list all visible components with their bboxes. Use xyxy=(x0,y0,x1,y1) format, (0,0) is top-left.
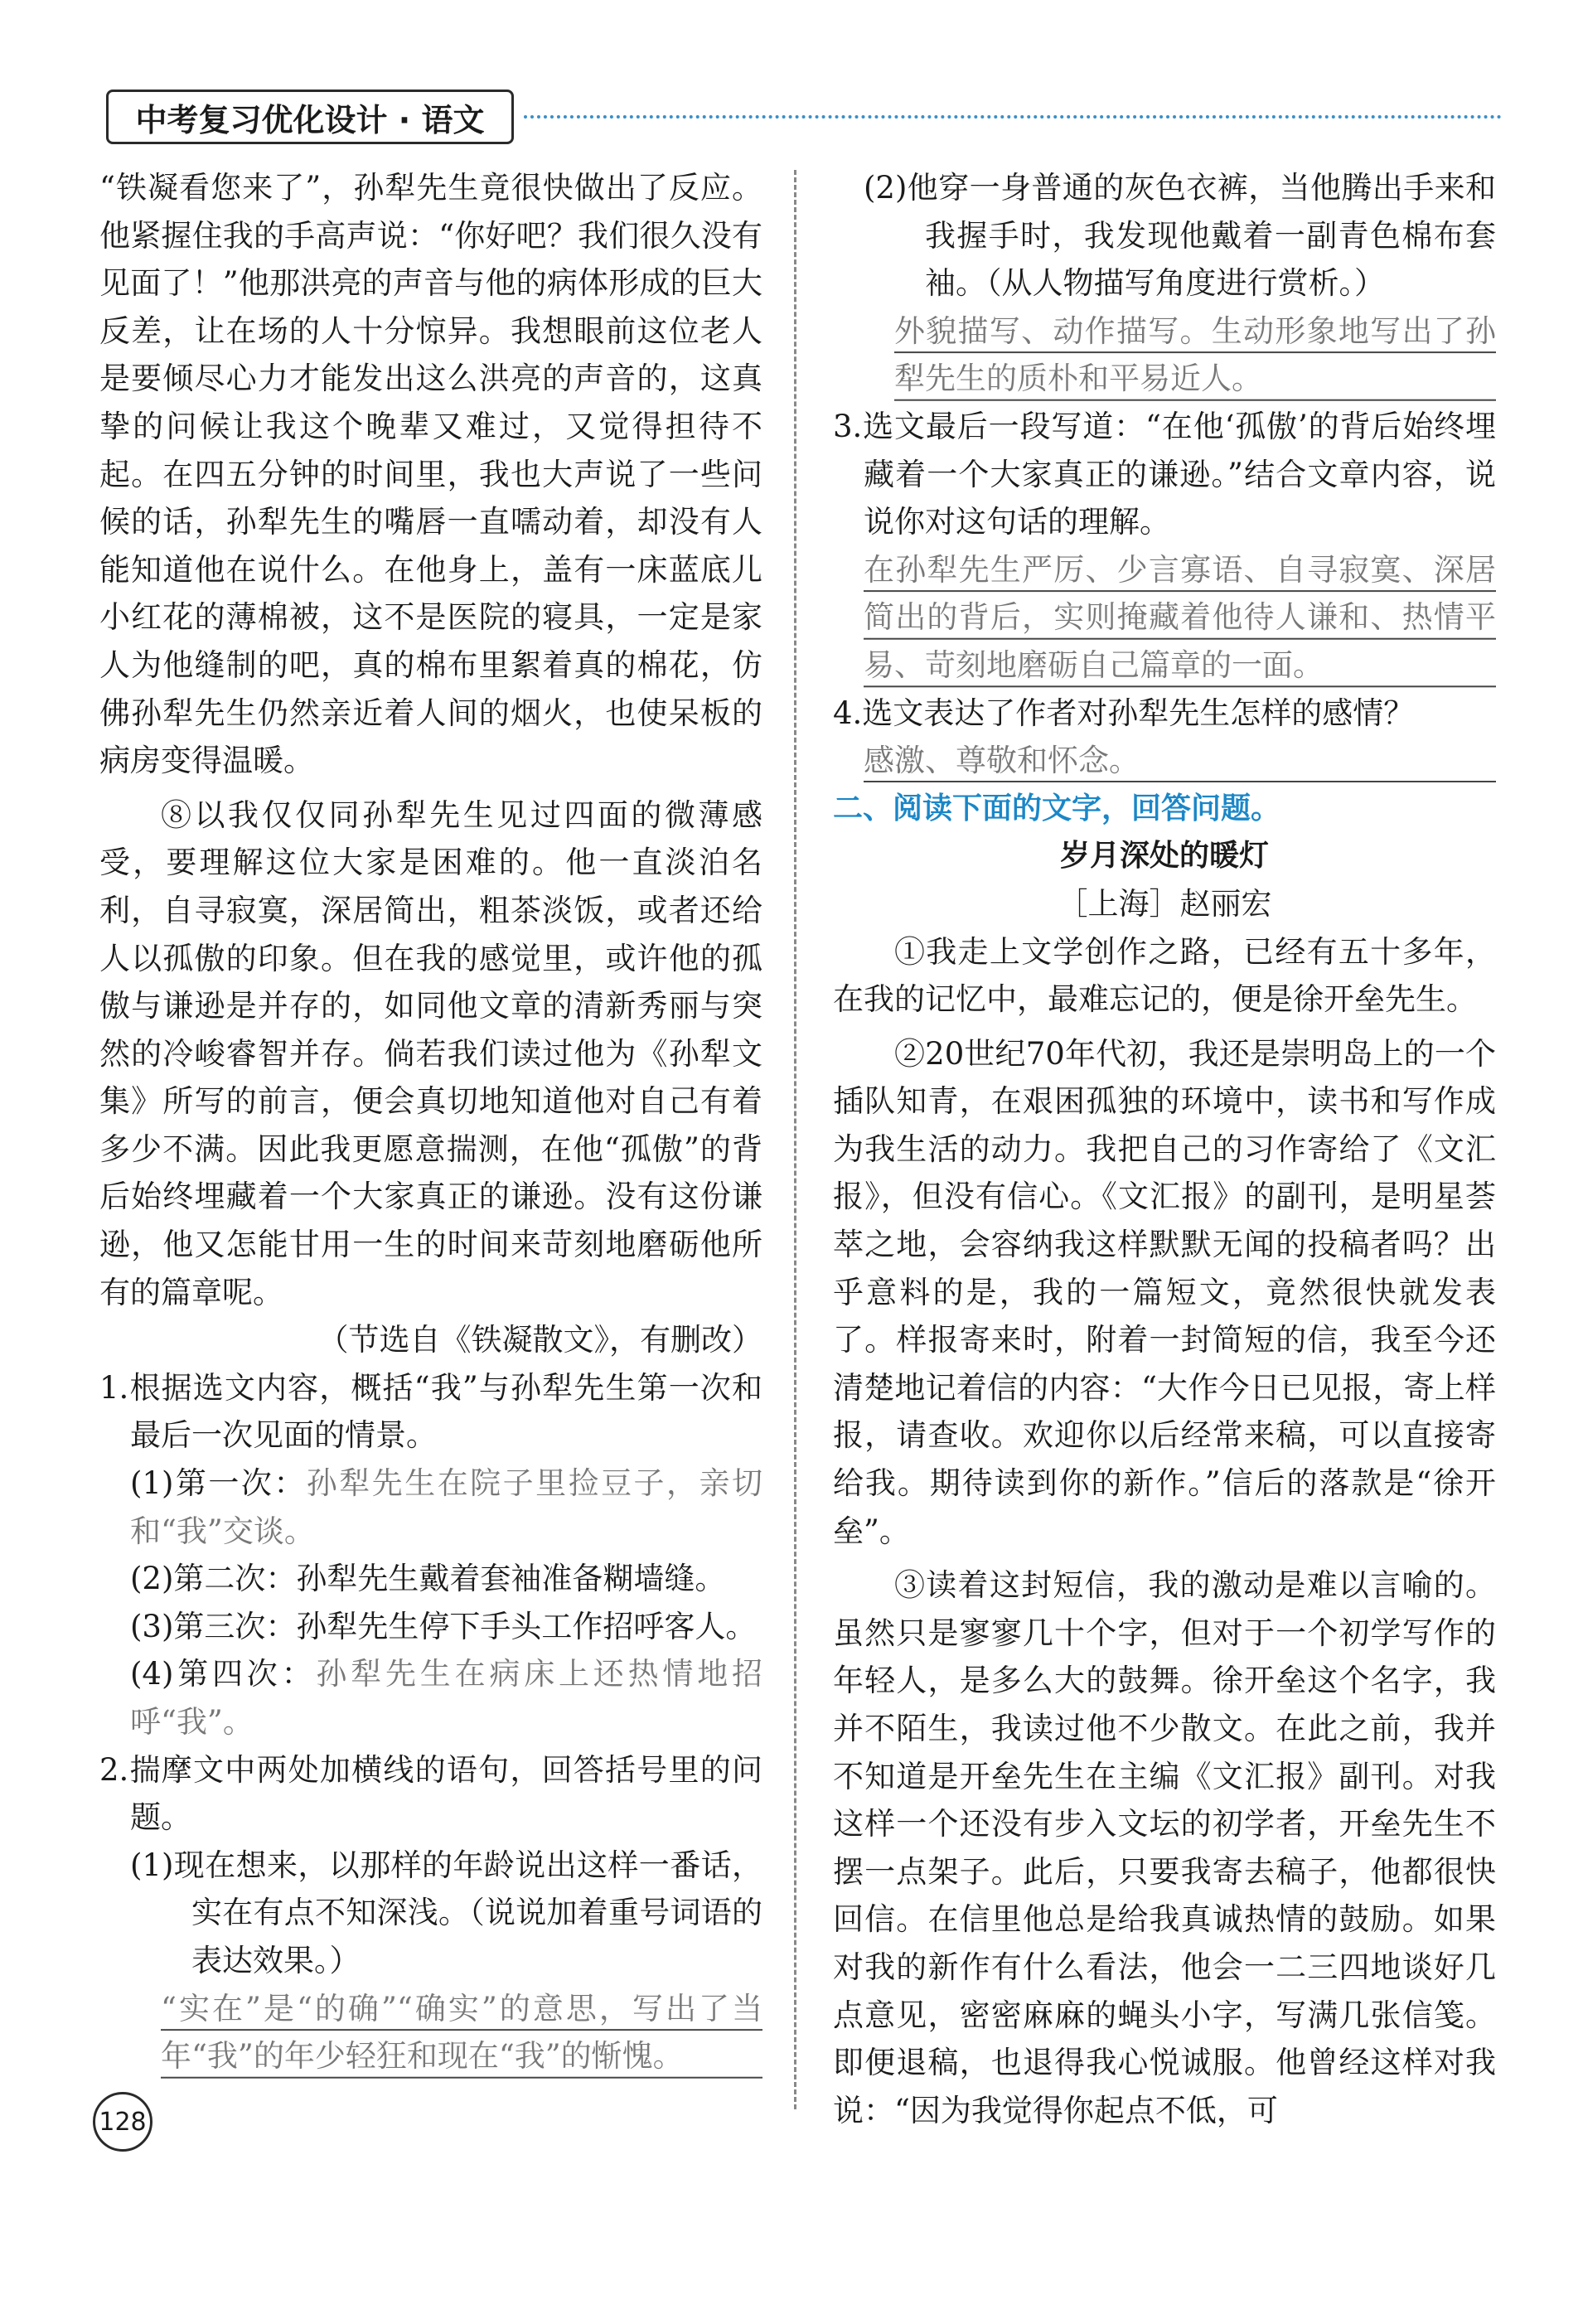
article-author: ［上海］赵丽宏 xyxy=(1057,885,1272,922)
header-title: 中考复习优化设计 · 语文 xyxy=(106,90,514,144)
passage-source: （节选自《铁凝散文》，有删改） xyxy=(317,1322,762,1358)
article-paragraph-1: ①我走上文学创作之路，已经有五十多年，在我的记忆中，最难忘记的，便是徐开垒先生。 xyxy=(833,933,1496,1018)
question-1-part-1-label: (1)第一次： xyxy=(130,1465,307,1502)
question-1-part-4-label: (4)第四次： xyxy=(130,1656,317,1692)
question-4: 4.选文表达了作者对孙犁先生怎样的感情？ xyxy=(833,695,1415,731)
article-paragraph-3: ③读着这封短信，我的激动是难以言喻的。虽然只是寥寥几十个字，但对于一个初学写作的年轻人，是多么大的鼓舞。徐开垒这个名字，我并不陌生，我读过他不少散文。在此之前，我并不知道是开垒先生在主编《文汇报》副刊。对我这样一个还没有步入文坛的初学者，开垒先生不摆一点架子。此后，只要我寄去稿子，他都很快回信。在信里他总是给我真诚热情的鼓励。如果对我的新作有什么看法，他会一二三四地谈好几点意见，密密麻麻的蝇头小字，写满几张信笺。即便退稿，也退得我心悦诚服。他曾经这样对我说：“因为我觉得你起点不低，可 xyxy=(833,1567,1496,2128)
left-column xyxy=(99,164,762,2080)
question-1-part-3: (3)第三次：孙犁先生停下手头工作招呼客人。 xyxy=(130,1608,757,1644)
question-1-part-2: (2)第二次：孙犁先生戴着套袖准备糊墙缝。 xyxy=(130,1561,726,1597)
question-3: 3.选文最后一段写道：“在他‘孤傲’的背后始终埋藏着一个大家真正的谦逊。”结合文章内容，说说你对这句话的理解。 xyxy=(833,408,1496,540)
question-1-part-4 xyxy=(99,1650,762,1745)
passage-paragraph-7-continued: “铁凝看您来了”，孙犁先生竟很快做出了反应。他紧握住我的手高声说：“你好吧？我们很久没有见面了！”他那洪亮的声音与他的病体形成的巨大反差，让在场的人十分惊异。我想眼前这位老人是要倾尽心力才能发出这么洪亮的声音的，这真挚的问候让我这个晚辈又难过，又觉得担待不起。在四五分钟的时间里，我也大声说了一些问候的话，孙犁先生的嘴唇一直嚅动着，却没有人能知道他在说什么。在他身上，盖有一床蓝底儿小红花的薄棉被，这不是医院的寝具，一定是家人为他缝制的吧，真的棉布里絮着真的棉花，仿佛孙犁先生仍然亲近着人间的烟火，也使呆板的病房变得温暖。 xyxy=(99,170,762,779)
question-2-part-1-answer: “实在”是“的确”“确实”的意思，写出了当年“我”的年少轻狂和现在“我”的惭愧。 xyxy=(161,1985,762,2080)
question-2: 2.揣摩文中两处加横线的语句，回答括号里的问题。 xyxy=(99,1751,762,1836)
passage-paragraph-8: ⑧以我仅仅同孙犁先生见过四面的微薄感受，要理解这位大家是困难的。他一直淡泊名利，自寻寂寞，深居简出，粗茶淡饭，或者还给人以孤傲的印象。但在我的感觉里，或许他的孤傲与谦逊是并存的，如同他文章的清新秀丽与突然的冷峻睿智并存。倘若我们读过他为《孙犁文集》所写的前言，便会真切地知道他对自己有着多少不满。因此我更愿意揣测，在他“孤傲”的背后始终埋藏着一个大家真正的谦逊。没有这份谦逊，他又怎能甘用一生的时间来苛刻地磨砺他所有的篇章呢。 xyxy=(99,796,762,1310)
question-2-part-1: (1)现在想来，以那样的年龄说出这样一番话，实在有点不知深浅。（说说加着重号词语的表达效果。） xyxy=(130,1847,762,1978)
question-3-answer: 在孙犁先生严厉、少言寡语、自寻寂寞、深居简出的背后，实则掩藏着他待人谦和、热情平易、苛刻地磨砺自己篇章的一面。 xyxy=(864,546,1496,690)
header-divider xyxy=(524,115,1502,119)
section-2-heading: 二、阅读下面的文字，回答问题。 xyxy=(833,791,1281,826)
article-paragraph-2: ②20世纪70年代初，我还是崇明岛上的一个插队知青，在艰困孤独的环境中，读书和写作成为我生活的动力。我把自己的习作寄给了《文汇报》，但没有信心。《文汇报》的副刊，是明星荟萃之地，会容纳我这样默默无闻的投稿者吗？出乎意料的是，我的一篇短文，竟然很快就发表了。样报寄来时，附着一封简短的信，我至今还清楚地记着信的内容：“大作今日已见报，寄上样报，请查收。欢迎你以后经常来稿，可以直接寄给我。期待读到你的新作。”信后的落款是“徐开垒”。 xyxy=(833,1035,1496,1549)
column-divider xyxy=(794,170,796,2109)
question-2-part-2-answer: 外貌描写、动作描写。生动形象地写出了孙犁先生的质朴和平易近人。 xyxy=(894,307,1496,403)
question-1-part-1-answer: 孙犁先生在院子里捡豆子，亲切和“我”交谈。 xyxy=(130,1465,762,1549)
article-title: 岁月深处的暖灯 xyxy=(1059,839,1269,874)
question-2-part-2: (2)他穿一身普通的灰色衣裤，当他腾出手来和我握手时，我发现他戴着一副青色棉布套袖。（从人物描写角度进行赏析。） xyxy=(864,170,1496,302)
page-number: 128 xyxy=(93,2092,152,2152)
question-4-answer: 感激、尊敬和怀念。 xyxy=(864,737,1496,785)
question-1-part-1 xyxy=(99,1460,762,1555)
question-1-part-4-answer: 孙犁先生在病床上还热情地招呼“我”。 xyxy=(130,1656,762,1740)
question-1: 1.根据选文内容，概括“我”与孙犁先生第一次和最后一次见面的情景。 xyxy=(99,1369,762,1454)
right-column xyxy=(833,164,1496,2134)
